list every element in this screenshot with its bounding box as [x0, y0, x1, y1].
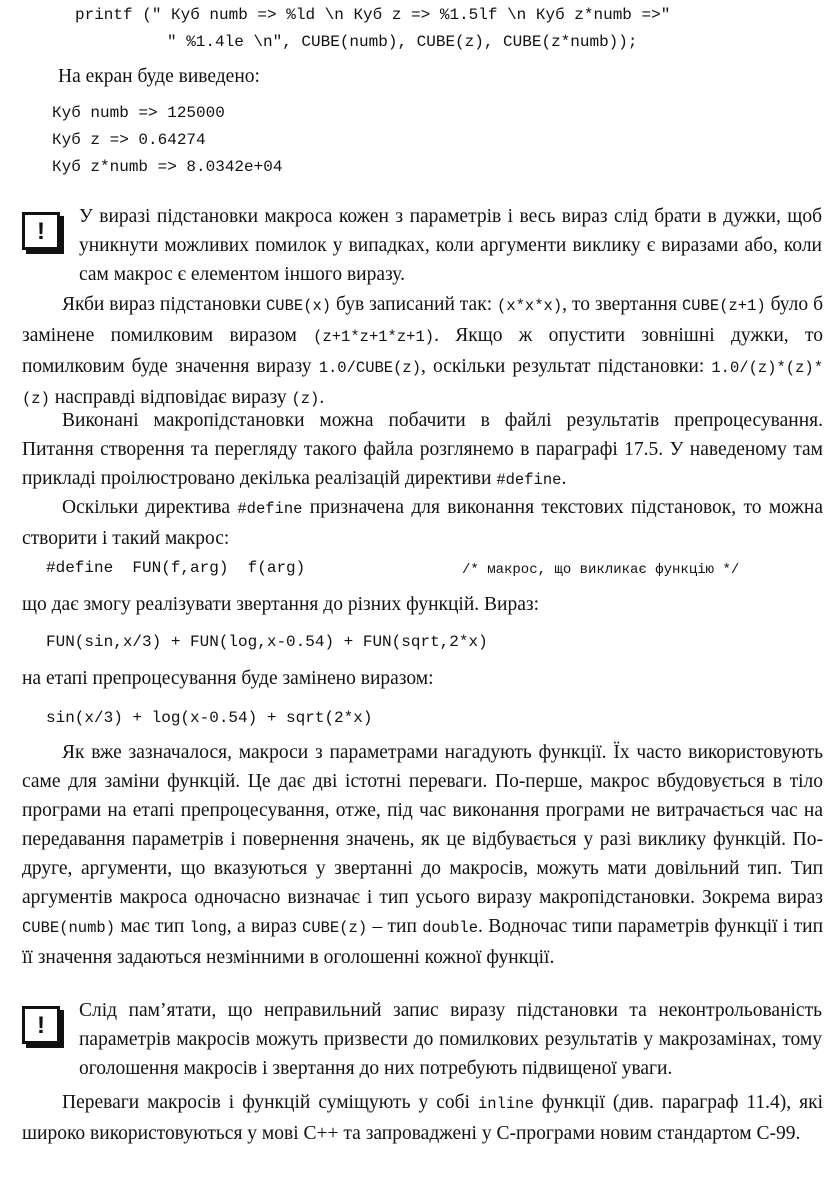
warning-text: У виразі підстановки макроса кожен з параметрів і весь вираз слід брати в дужки, щоб уникнути можливих помилок у випадках, коли аргументи виклику є виразами або, коли сам макрос є елементом іншого виразу.	[79, 206, 822, 285]
define-comment-block	[462, 553, 833, 584]
text: – тип	[367, 916, 423, 937]
paragraph	[22, 738, 823, 972]
inline-code: CUBE(z)	[302, 919, 368, 937]
text: було б замінене помилковим виразом	[22, 294, 823, 346]
paragraph: що дає змогу реалізувати звертання до різних функцій. Вираз:	[22, 594, 539, 615]
code-line: printf (" Куб numb => %ld \n Куб z => %1.5lf \n Куб z*numb =>"	[75, 6, 671, 24]
warning-note	[22, 202, 822, 289]
output-line: Куб z => 0.64274	[52, 131, 206, 149]
text: має тип	[115, 916, 190, 937]
warning-icon: !	[22, 212, 60, 250]
text: , то звертання	[562, 294, 682, 315]
inline-code: inline	[477, 1095, 534, 1113]
define-code: #define FUN(f,arg) f(arg)	[46, 559, 306, 577]
inline-code: (x*x*x)	[497, 297, 563, 315]
output-line: Куб numb => 125000	[52, 104, 225, 122]
paragraph	[22, 290, 823, 414]
text: .	[561, 468, 567, 489]
text: призначена для виконання текстових підстановок, то можна створити і такий макрос:	[22, 497, 823, 549]
text: , а вираз	[226, 916, 303, 937]
warning-icon: !	[22, 1006, 60, 1044]
text: Оскільки директива	[62, 497, 238, 518]
inline-code: double	[422, 919, 479, 937]
output-intro: На екран буде виведено:	[58, 66, 260, 87]
expanded-code-block	[46, 702, 833, 732]
inline-code: CUBE(numb)	[22, 919, 116, 937]
inline-code: 1.0/CUBE(z)	[318, 359, 422, 377]
fun-code: FUN(sin,x/3) + FUN(log,x-0.54) + FUN(sqrt,2*x)	[46, 633, 488, 651]
printf-code-block	[75, 2, 833, 56]
text: функції (див. параграф 11.4), які широко використовуються у мові C++ та запроваджені у С-програми новим стандартом С-99.	[22, 1092, 823, 1144]
text: Як вже зазначалося, макроси з параметрами нагадують функції. Їх часто використовують саме для заміни функцій. Це дає дві істотні переваги. По-перше, макрос вбудовується в тіло програми на етапі препроцесування, отже, під час виконання програми не витрачається час на передавання параметрів і повернення значень, як це відбувається у разі виклику функцій. По-друге, аргументи, що вказуються у звертанні до макросів, можуть мати довільний тип. Тип аргументів макроса одночасно визначає і тип усього виразу макропідстановки. Зокрема вираз	[22, 742, 823, 908]
paragraph	[22, 493, 823, 553]
define-comment: /* макрос, що викликає функцію */	[462, 562, 740, 578]
text: Якби вираз підстановки	[62, 294, 266, 315]
warning-note	[22, 996, 822, 1083]
code-line: " %1.4le \n", CUBE(numb), CUBE(z), CUBE(z*numb));	[167, 33, 638, 51]
inline-code: (z)	[291, 390, 320, 408]
fun-code-block	[46, 626, 833, 656]
inline-code: 1.0/(z)*(z)*(z)	[22, 359, 823, 408]
inline-code: CUBE(x)	[265, 297, 332, 315]
output-code-block	[52, 100, 833, 181]
inline-code: #define	[496, 471, 562, 489]
text: . Водночас типи параметрів функції і тип її значення задаються незмінними в оголошенні кожної функції.	[22, 916, 824, 968]
inline-code: CUBE(z+1)	[681, 297, 766, 315]
text: був записаний так:	[331, 294, 498, 315]
expanded-code: sin(x/3) + log(x-0.54) + sqrt(2*x)	[46, 709, 373, 727]
text: Переваги макросів і функцій суміщують у собі	[62, 1092, 478, 1113]
text: . Якщо ж опустити зовнішні дужки, то помилковим буде значення виразу	[22, 325, 823, 377]
text: Виконані макропідстановки можна побачити в файлі результатів препроцесування. Питання створення та перегляду такого файла розглянемо в параграфі 17.5. У наведеному там прикладі проілюстровано декілька реалізацій директиви	[22, 410, 823, 489]
text: .	[319, 387, 325, 408]
text: насправді відповідає виразу	[49, 387, 292, 408]
inline-code: #define	[237, 500, 303, 518]
paragraph	[22, 1088, 823, 1148]
inline-code: (z+1*z+1*z+1)	[313, 328, 435, 346]
inline-code: long	[189, 919, 227, 937]
paragraph	[22, 406, 823, 495]
warning-text: Слід пам’ятати, що неправильний запис виразу підстановки та неконтрольованість параметрів макросів можуть призвести до помилкових результатів у макрозамінах, тому оголошення макросів і звертання до них потребують підвищеної уваги.	[79, 1000, 822, 1079]
paragraph: на етапі препроцесування буде замінено виразом:	[22, 668, 434, 689]
text: , оскільки результат підстановки:	[421, 356, 712, 377]
output-line: Куб z*numb => 8.0342e+04	[52, 158, 283, 176]
